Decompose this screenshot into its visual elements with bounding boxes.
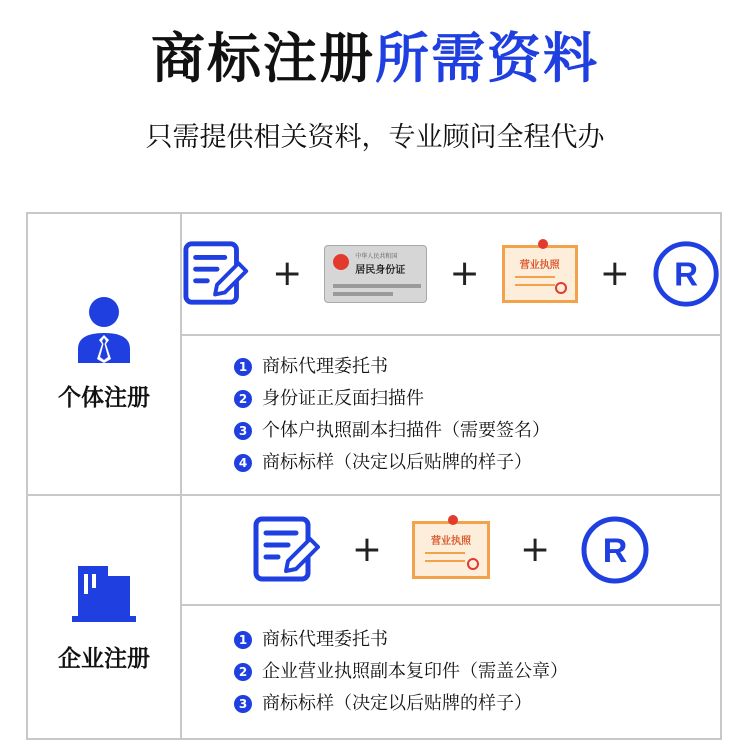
materials-list xyxy=(182,606,720,738)
list-item xyxy=(234,415,720,447)
list-text: 个体户执照副本扫描件（需要签名） xyxy=(262,420,550,441)
page-subtitle: 只需提供相关资料，专业顾问全程代办 xyxy=(145,122,605,153)
business-license-icon xyxy=(412,521,490,579)
list-item xyxy=(234,688,720,720)
form-pen-icon xyxy=(252,515,322,585)
list-text: 身份证正反面扫描件 xyxy=(262,388,424,409)
license-stamp xyxy=(555,282,567,294)
list-item xyxy=(234,656,720,688)
list-number: 2 xyxy=(234,663,252,681)
form-pen-icon xyxy=(182,239,250,309)
materials-icons-row xyxy=(182,496,720,606)
registered-trademark-icon xyxy=(652,239,720,309)
section-enterprise xyxy=(26,494,722,740)
section-label-cell xyxy=(28,214,182,494)
list-number: 1 xyxy=(234,358,252,376)
plus-sign: + xyxy=(599,253,630,294)
list-text: 商标标样（决定以后贴牌的样子） xyxy=(262,452,532,473)
business-license-icon xyxy=(502,245,578,303)
trademark-symbol: R xyxy=(674,256,698,294)
materials-icons-row xyxy=(182,214,720,336)
list-item xyxy=(234,447,720,479)
section-label: 个体注册 xyxy=(58,384,150,411)
id-card-title: 居民身份证 xyxy=(355,265,406,276)
plus-sign: + xyxy=(449,253,480,294)
id-card-line xyxy=(333,284,421,288)
page-title xyxy=(0,22,750,96)
id-card-small-text: 中华人民共和国 xyxy=(355,253,398,260)
list-text: 商标标样（决定以后贴牌的样子） xyxy=(262,693,532,714)
list-number: 1 xyxy=(234,631,252,649)
title-black: 商标注册 xyxy=(151,27,375,90)
license-top-seal xyxy=(448,515,458,525)
materials-list xyxy=(182,336,720,494)
plus-sign: + xyxy=(520,529,551,570)
list-number: 2 xyxy=(234,390,252,408)
license-line xyxy=(425,560,465,562)
plus-sign: + xyxy=(272,253,303,294)
list-item xyxy=(234,351,720,383)
plus-sign: + xyxy=(351,529,382,570)
list-text: 商标代理委托书 xyxy=(262,629,388,650)
list-text: 商标代理委托书 xyxy=(262,356,388,377)
section-label-cell xyxy=(28,496,182,738)
building-icon xyxy=(72,562,136,624)
license-line xyxy=(425,552,465,554)
section-individual xyxy=(26,212,722,496)
license-title: 营业执照 xyxy=(431,536,471,547)
title-blue: 所需资料 xyxy=(375,27,599,90)
license-title: 营业执照 xyxy=(519,260,560,271)
license-line xyxy=(515,276,555,278)
list-number: 4 xyxy=(234,454,252,472)
section-label: 企业注册 xyxy=(58,645,150,672)
list-item xyxy=(234,383,720,415)
id-card-icon xyxy=(324,245,427,303)
registered-trademark-icon xyxy=(580,515,650,585)
trademark-symbol: R xyxy=(602,532,628,570)
list-number: 3 xyxy=(234,695,252,713)
person-icon xyxy=(76,297,132,363)
list-item xyxy=(234,624,720,656)
list-text: 企业营业执照副本复印件（需盖公章） xyxy=(262,661,568,682)
license-line xyxy=(515,284,555,286)
list-number: 3 xyxy=(234,422,252,440)
license-top-seal xyxy=(538,239,548,249)
emblem-icon xyxy=(333,254,349,270)
license-stamp xyxy=(467,558,479,570)
id-card-line xyxy=(333,292,393,296)
